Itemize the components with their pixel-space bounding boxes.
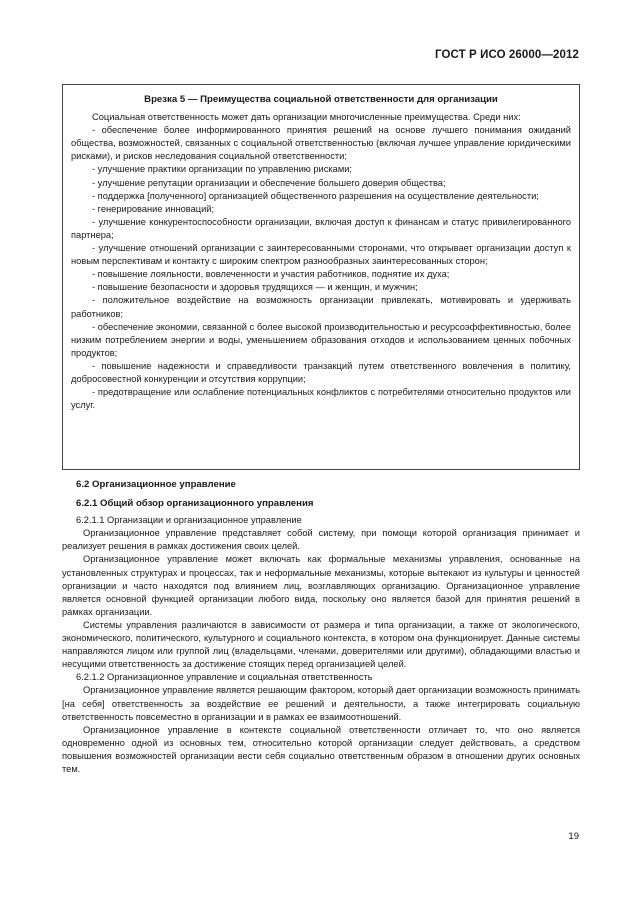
body-paragraph: Организационное управление является решающим фактором, который дает организации возможность принимать [на себя] ответственность за воздействие ее решений и деятельности, а также интегрировать социальную ответственность повсеместно в организации и в рамках ее взаимоотношений.: [62, 685, 580, 722]
body-paragraph: Системы управления различаются в зависимости от размера и типа организации, а также от экологического, экономического, политического, культурного и социального контекста, в котором она функционирует. Данные системы направляются лицом или группой лиц (владельцами, членами, доверителями или другими), обладающими властью и несущими ответственность за достижение стоящих перед организацией целей.: [62, 619, 580, 670]
body-paragraph: Организационное управление может включать как формальные механизмы управления, основанные на установленных структурах и процессах, так и неформальные механизмы, которые вытекают из культуры и ценностей организации и часто находятся под влиянием лиц, возглавляющих организацию. Организационное управление является основной функцией организации любого вида, поскольку оно является базой для принятия решений в рамках организации.: [62, 554, 580, 617]
document-id: ГОСТ Р ИСО 26000—2012: [434, 49, 579, 61]
subsection-heading-6-2-1-2: 6.2.1.2 Организационное управление и социальная ответственность: [76, 672, 373, 683]
body-paragraph: Организационное управление в контексте социальной ответственности отличает то, что оно является одновременно одной из основных тем, относительно которой организации следует действовать, а средством повышения возможностей организации вести себя социально ответственным образом в отношении других основных тем.: [62, 724, 580, 774]
page-number: 19: [568, 831, 579, 842]
box-list-item: - улучшение практики организации по управлению рисками;: [92, 164, 352, 175]
box-paragraph: Социальная ответственность может дать организации многочисленные преимущества. Среди них:: [92, 112, 521, 123]
box-list-item: - улучшение репутации организации и обеспечение большего доверия общества;: [92, 177, 446, 188]
box-list-item: - поддержка [полученного] организацией общественного разрешения на осуществление деятельности;: [92, 190, 539, 201]
box-list-item: - предотвращение или ослабление потенциальных конфликтов с потребителями относительно продуктов или услуг.: [71, 387, 571, 411]
insert-box: [62, 84, 580, 470]
box-list-item: - обеспечение экономии, связанной с более высокой производительностью и ресурсоэффективностью, более низким потреблением энергии и воды, уменьшением образования отходов и использованием ценных побочных продуктов;: [71, 321, 571, 358]
box-list-item: - улучшение отношений организации с заинтересованными сторонами, что открывает организации доступ к новым перспективам и контакту с широким спектром разнообразных заинтересованных сторон;: [71, 243, 571, 267]
section-heading-6-2: 6.2 Организационное управление: [76, 479, 236, 490]
box-list-item: - улучшение конкурентоспособности организации, включая доступ к финансам и статус привилегированного партнера;: [71, 216, 571, 240]
box-list-item: - повышение надежности и справедливости транзакций путем ответственного вовлечения в политику, добросовестной конкуренции и отсутствия коррупции;: [71, 360, 571, 384]
box-title: Врезка 5 — Преимущества социальной ответственности для организации: [144, 94, 498, 105]
box-list-item: - повышение лояльности, вовлеченности и участия работников, поднятие их духа;: [92, 269, 450, 280]
subsection-heading-6-2-1-1: 6.2.1.1 Организации и организационное управление: [76, 515, 302, 526]
section-heading-6-2-1: 6.2.1 Общий обзор организационного управления: [76, 498, 314, 510]
box-list-item: - обеспечение более информированного принятия решений на основе лучшего понимания ожиданий общества, возможностей, связанных с социальной ответственностью (включая лучшее управление юридическими рисками), и рисков неследования социальной ответственности;: [71, 125, 571, 162]
main-text: [62, 478, 580, 776]
box-list-item: - положительное воздействие на возможность организации привлекать, мотивировать и удерживать работников;: [71, 295, 571, 319]
box-list-item: - повышение безопасности и здоровья трудящихся — и женщин, и мужчин;: [92, 282, 418, 293]
box-list-item: - генерирование инноваций;: [92, 203, 215, 214]
body-paragraph: Организационное управление представляет собой систему, при помощи которой организация принимает и реализует решения в рамках достижения своих целей.: [62, 528, 580, 552]
